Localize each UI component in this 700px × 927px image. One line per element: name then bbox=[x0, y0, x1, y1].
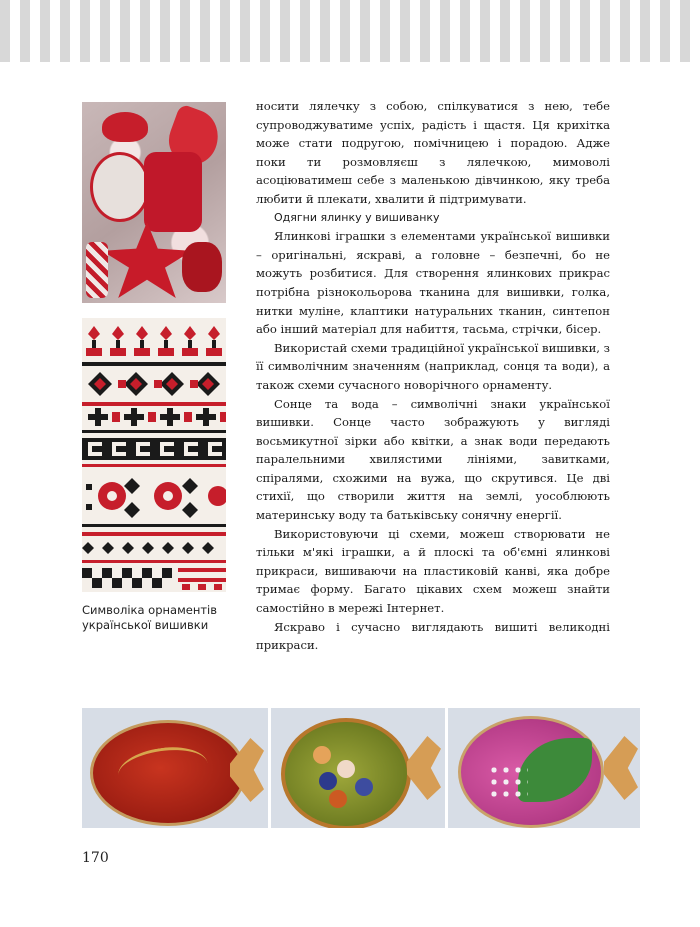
heart-toy bbox=[102, 112, 148, 142]
flower-motif bbox=[329, 790, 347, 808]
round-toy bbox=[182, 242, 222, 292]
flower-motif bbox=[355, 778, 373, 796]
egg-hanger bbox=[604, 736, 638, 800]
top-stripe-band bbox=[0, 0, 700, 62]
paragraph: Ялинкові іграшки з елементами української вишивки – оригінальні, яскраві, а головне – безпечні, бо не можуть розбитися. Для створення ялинкових прикрас потрібна різнокольорова тканина для вишивки, голка, нитки муліне, клаптики натуральних тканин, синтепон або інший матеріал для набиття, тасьма, стрічки, бісер. bbox=[256, 229, 610, 337]
flower-motif bbox=[319, 772, 337, 790]
square-toy bbox=[90, 152, 150, 222]
flower-motif bbox=[337, 760, 355, 778]
egg-hanger bbox=[407, 736, 441, 800]
green-egg-photo bbox=[271, 708, 445, 828]
embroidered-toys-photo bbox=[82, 102, 226, 303]
embroidery-pattern-graphic bbox=[82, 318, 226, 592]
page-number: 170 bbox=[82, 850, 109, 866]
pink-egg-photo bbox=[448, 708, 640, 828]
paragraph: Використовуючи ці схеми, можеш створювати не тільки м'які іграшки, а й плоскі та об'ємні ялинкові прикраси, вишиваючи на пластиковій канві, яка добре тримає форму. Багато цікавих схем можеш знайти самостійно в мережі Інтернет. bbox=[256, 526, 610, 616]
paragraph: Використай схеми традиційної української вишивки, з її символічним значенням (наприклад, сонця та води), а також схеми сучасного новорічного орнаменту. bbox=[256, 340, 610, 392]
paragraph: Сонце та вода – символічні знаки української вишивки. Сонце часто зображують у вигляді восьмикутної зірки або квітки, а знак води передають паралельними хвилястими лініями, завитками, спіралями, схожими на вужа, що скрутився. Це дві стихії, що створили життя на землі, уособлюють материнську воду та батьківську сонячну енергії. bbox=[256, 396, 610, 523]
intro-paragraph: носити лялечку з собою, спілкуватися з нею, тебе супроводжуватиме успіх, радість і щастя. Ця крихітка може стати подругою, помічницею і порадою. Адже поки ти розмовляєш з лялечкою, мимоволі асоціюватимеш себе з маленькою дівчинкою, яку треба любити й плекати, хвалити й підтримувати. bbox=[256, 99, 610, 206]
red-egg-photo bbox=[82, 708, 268, 828]
section-subheading: Одягни ялинку у вишиванку bbox=[274, 210, 440, 224]
easter-eggs-photo-strip bbox=[82, 708, 640, 828]
lily-of-the-valley-motif bbox=[488, 764, 528, 800]
candy-cane-toy bbox=[86, 242, 108, 298]
paragraph: Яскраво і сучасно виглядають вишиті великодні прикраси. bbox=[256, 619, 610, 653]
figure-caption: Символіка орнаментів української вишивки bbox=[82, 603, 218, 632]
red-ornament-toy bbox=[144, 152, 202, 232]
flower-motif bbox=[313, 746, 331, 764]
main-text-column bbox=[256, 97, 610, 655]
embroidery-pattern-image bbox=[82, 318, 226, 592]
star-toy bbox=[102, 222, 192, 298]
